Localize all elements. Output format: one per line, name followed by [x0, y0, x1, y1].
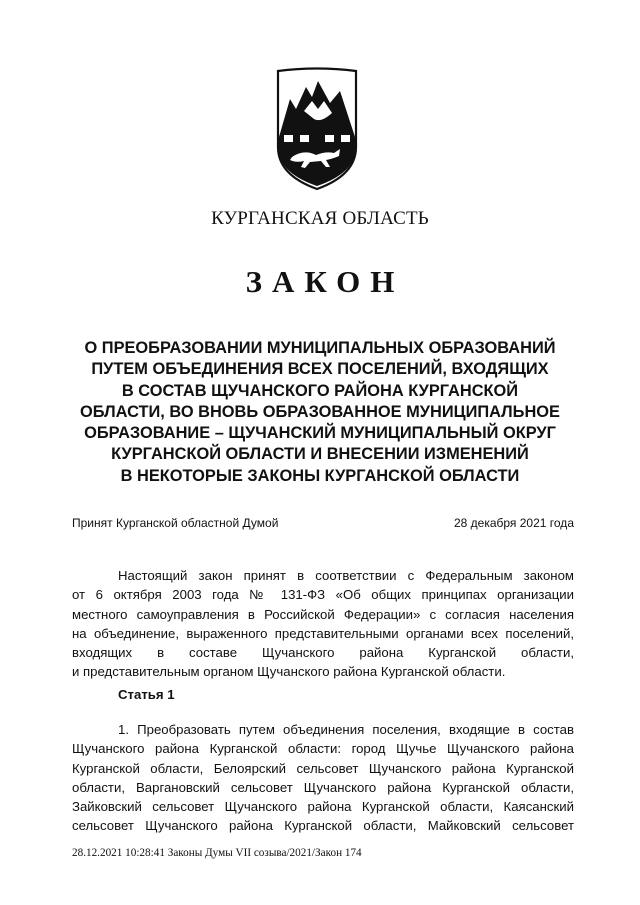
- title-line: В НЕКОТОРЫЕ ЗАКОНЫ КУРГАНСКОЙ ОБЛАСТИ: [120, 466, 520, 485]
- document-footer: 28.12.2021 10:28:41 Законы Думы VII созыва/2021/Закон 174: [72, 847, 362, 859]
- text-line: Щучанского района Курганской области: город Щучье Щучанского района: [72, 741, 574, 757]
- text-line: сельсовет Щучанского района Курганской области, Майковский сельсовет: [72, 818, 574, 834]
- text-line: входящих в составе Щучанского района Курганской области,: [72, 645, 574, 661]
- text-line: Курганской области, Белоярский сельсовет Щучанского района Курганской: [72, 760, 574, 776]
- preamble-paragraph: [72, 566, 574, 682]
- region-name: КУРГАНСКАЯ ОБЛАСТЬ: [211, 208, 429, 229]
- text-line: и представительным органом Щучанского района Курганской области.: [72, 664, 506, 680]
- article-heading: Статья 1: [118, 687, 175, 702]
- text-line: местного самоуправления в Российской Федерации» с согласия населения: [72, 606, 574, 622]
- text-line: области, Варгановский сельсовет Щучанского района Курганской области,: [72, 779, 574, 795]
- text-line: на объединение, выраженного представительными органами всех поселений,: [72, 625, 574, 641]
- document-type: ЗАКОН: [245, 264, 405, 299]
- text-line: Зайковский сельсовет Щучанского района Курганской области, Каясанский: [72, 799, 574, 815]
- law-title: [70, 338, 570, 487]
- kurgan-oblast-coat-of-arms-icon: [274, 65, 360, 195]
- title-line: В СОСТАВ ЩУЧАНСКОГО РАЙОНА КУРГАНСКОЙ: [121, 381, 519, 400]
- adopted-by: Принят Курганской областной Думой: [72, 516, 279, 530]
- text-line: 1. Преобразовать путем объединения поселения, входящие в состав: [118, 722, 574, 737]
- text-line: от 6 октября 2003 года № 131-ФЗ «Об общих принципах организации: [72, 587, 574, 603]
- article-paragraph: [72, 720, 574, 836]
- adoption-date: 28 декабря 2021 года: [453, 516, 574, 530]
- title-line: ПУТЕМ ОБЪЕДИНЕНИЯ ВСЕХ ПОСЕЛЕНИЙ, ВХОДЯЩИХ: [91, 360, 549, 379]
- title-line: КУРГАНСКОЙ ОБЛАСТИ И ВНЕСЕНИИ ИЗМЕНЕНИЙ: [111, 445, 529, 464]
- title-line: ОБЛАСТИ, ВО ВНОВЬ ОБРАЗОВАННОЕ МУНИЦИПАЛЬНОЕ: [80, 402, 560, 421]
- title-line: О ПРЕОБРАЗОВАНИИ МУНИЦИПАЛЬНЫХ ОБРАЗОВАНИЙ: [84, 339, 556, 357]
- text-line: Настоящий закон принят в соответствии с Федеральным законом: [118, 568, 574, 583]
- title-line: ОБРАЗОВАНИЕ – ЩУЧАНСКИЙ МУНИЦИПАЛЬНЫЙ ОКРУГ: [84, 424, 556, 443]
